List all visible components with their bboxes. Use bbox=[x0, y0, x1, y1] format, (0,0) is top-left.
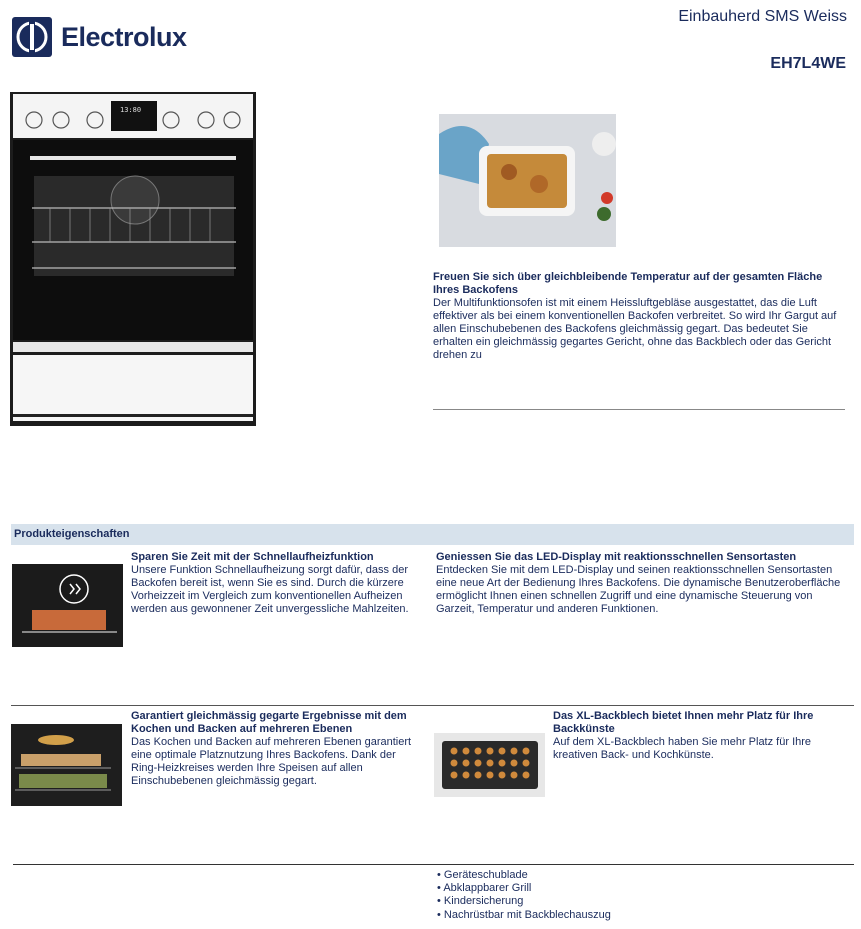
oven-display: 13:80 bbox=[120, 106, 142, 114]
main-feature-text: Der Multifunktionsofen ist mit einem Heissluftgebläse ausgestattet, das die Luft effektiver als bei einem konventionellen Backofen verbreitet. So wird Ihr Gargut auf allen Einschubebenen des Backofens gleichmässig gegart. Das bedeutet Sie erhalten ein gleichmässig gegartes Gericht, ohne das Backblech oder das Gericht drehen zu bbox=[433, 297, 837, 361]
xl-baking-tray-thumbnail bbox=[434, 733, 545, 797]
list-item: • Kindersicherung bbox=[437, 895, 611, 908]
feature-title: Sparen Sie Zeit mit der Schnellaufheizfunktion bbox=[131, 551, 374, 563]
feature-text: Entdecken Sie mit dem LED-Display und seinen reaktionsschnellen Sensortasten eine neue Art der Bedienung Ihres Backofens. Die dynamische Benutzeroberfläche ermöglicht Ihnen einen schnellen Zugriff und eine dynamische Steuerung von Garzeit, Temperatur und anderen Funktionen. bbox=[436, 564, 841, 615]
list-item: • Nachrüstbar mit Backblechauszug bbox=[437, 909, 611, 922]
feature-text: Unsere Funktion Schnellaufheizung sorgt dafür, dass der Backofen bereit ist, wenn Sie es sind. Durch die kürzere Vorheizzeit im Vergleich zum konventionellen Aufheizen werden aus gewonnener Zeit unvergessliche Mahlzeiten. bbox=[131, 564, 409, 615]
brand-name: Electrolux bbox=[61, 21, 187, 52]
list-item: • Geräteschublade bbox=[437, 869, 611, 882]
divider bbox=[433, 409, 845, 410]
section-label: Produkteigenschaften bbox=[14, 528, 130, 540]
lasagna-photo bbox=[439, 114, 616, 247]
feature-title: Garantiert gleichmässig gegarte Ergebnisse mit dem Kochen und Backen auf mehreren Ebenen bbox=[131, 710, 407, 735]
oven-product-image bbox=[10, 92, 256, 426]
brand-logo bbox=[12, 16, 192, 58]
list-item: • Abklappbarer Grill bbox=[437, 882, 611, 895]
divider bbox=[11, 705, 854, 706]
main-feature-title: Freuen Sie sich über gleichbleibende Temperatur auf der gesamten Fläche Ihres Backofens bbox=[433, 271, 823, 296]
divider bbox=[13, 864, 854, 865]
multi-level-oven-thumbnail bbox=[11, 724, 122, 806]
rapid-heat-thumbnail bbox=[12, 564, 123, 647]
feature-text: Auf dem XL-Backblech haben Sie mehr Platz für Ihre kreativen Back- und Kochkünste. bbox=[553, 736, 812, 761]
extras-list bbox=[437, 869, 611, 922]
feature-title: Geniessen Sie das LED-Display mit reaktionsschnellen Sensortasten bbox=[436, 551, 797, 563]
model-number: EH7L4WE bbox=[770, 55, 846, 72]
feature-text: Das Kochen und Backen auf mehreren Ebenen garantiert eine optimale Platznutzung Ihres Backofens. Dank der Ring-Heizkreises werden Ihre Speisen auf allen Einschubebenen gleichmässig gegart. bbox=[131, 736, 412, 787]
electrolux-logo-icon bbox=[12, 17, 52, 57]
feature-title: Das XL-Backblech bietet Ihnen mehr Platz für Ihre Backkünste bbox=[553, 710, 814, 735]
section-header bbox=[11, 524, 854, 545]
document-title: Einbauherd SMS Weiss bbox=[678, 8, 847, 25]
